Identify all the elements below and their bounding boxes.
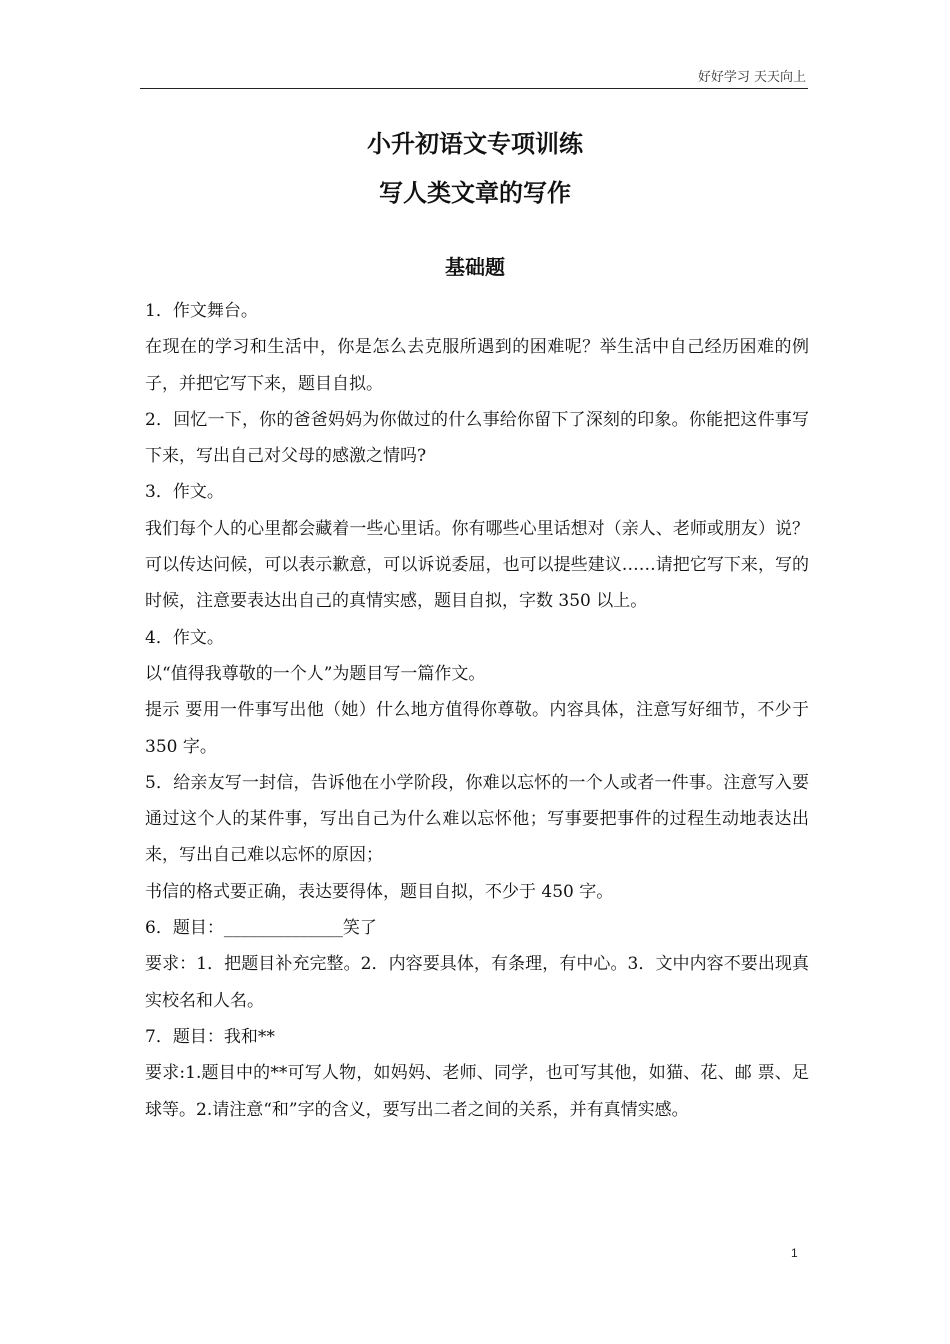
document-title: 小升初语文专项训练 xyxy=(367,130,583,158)
question-1-text: 在现在的学习和生活中，你是怎么去克服所遇到的困难呢？举生活中自己经历困难的例子，并把它写下来，题目自拟。 xyxy=(145,337,809,394)
question-3-text: 我们每个人的心里都会藏着一些心里话。你有哪些心里话想对（亲人、老师或朋友）说？可以传达问候，可以表示歉意，可以诉说委屈，也可以提些建议……请把它写下来，写的时候，注意要表达出自己的真情实感，题目自拟，字数 350 以上。 xyxy=(145,518,809,612)
question-6-requirement: 要求：1．把题目补充完整。2．内容要具体，有条理，有中心。3．文中内容不要出现真实校名和人名。 xyxy=(145,954,809,1011)
question-5-requirement: 书信的格式要正确，表达要得体，题目自拟，不少于 450 字。 xyxy=(145,881,614,902)
document-subtitle: 写人类文章的写作 xyxy=(379,179,571,207)
question-4-text: 以“值得我尊敬的一个人”为题目写一篇作文。 xyxy=(145,663,486,684)
question-5-text: 5．给亲友写一封信，告诉他在小学阶段，你难以忘怀的一个人或者一件事。注意写入要通过这个人的某件事，写出自己为什么难以忘怀他；写事要把事件的过程生动地表达出来，写出自己难以忘怀的原因； xyxy=(145,772,809,866)
section-heading: 基础题 xyxy=(445,255,505,279)
header-motto: 好好学习 天天向上 xyxy=(697,70,806,85)
question-7-title: 7．题目：我和** xyxy=(145,1026,275,1047)
question-7-requirement: 要求:1.题目中的**可写人物，如妈妈、老师、同学，也可写其他，如猫、花、邮 票、足球等。2.请注意“和”字的含义，要写出二者之间的关系，并有真情实感。 xyxy=(145,1063,809,1120)
question-4-hint: 提示 要用一件事写出他（她）什么地方值得你尊敬。内容具体，注意写好细节，不少于 350 字。 xyxy=(145,700,809,757)
question-1-number: 1．作文舞台。 xyxy=(145,301,258,321)
document-body xyxy=(145,293,809,1128)
page-header xyxy=(140,62,808,89)
page-number: 1 xyxy=(791,1246,798,1260)
question-2-text: 2．回忆一下，你的爸爸妈妈为你做过的什么事给你留下了深刻的印象。你能把这件事写下来，写出自己对父母的感激之情吗? xyxy=(145,409,809,467)
question-6-title: 6．题目：______________笑了 xyxy=(145,918,377,939)
question-4-number: 4．作文。 xyxy=(145,627,224,648)
question-3-number: 3．作文。 xyxy=(145,482,224,503)
